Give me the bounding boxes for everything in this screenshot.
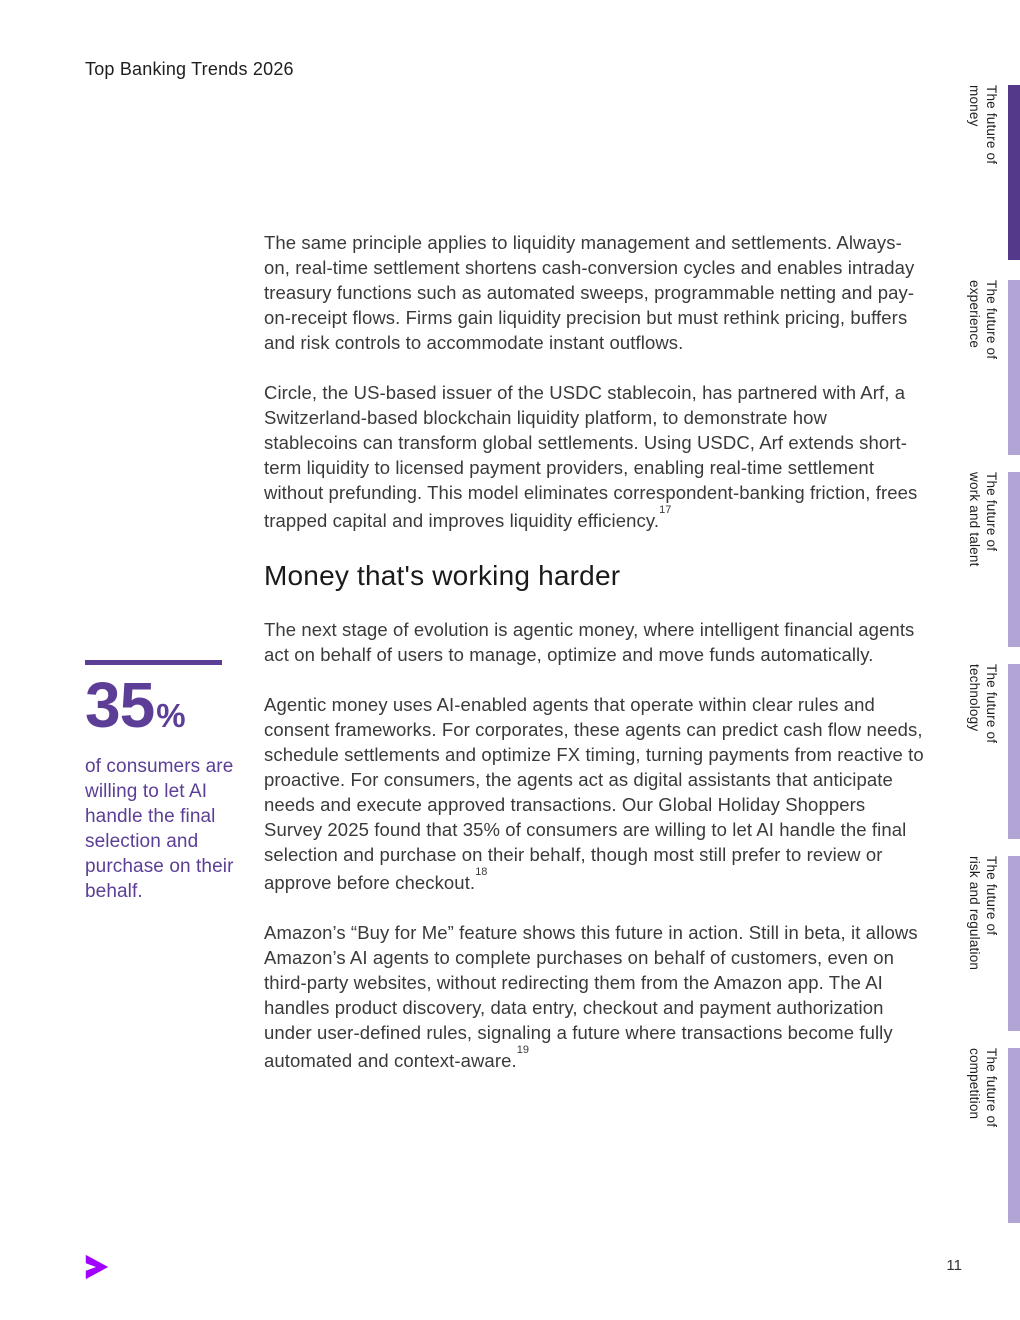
sidebar-tab-technology[interactable] xyxy=(960,664,1020,839)
sidebar-tab-label: The future of work and talent xyxy=(967,472,999,567)
page-number: 11 xyxy=(946,1257,962,1274)
tab-indicator-bar xyxy=(1008,664,1020,839)
stat-number xyxy=(85,669,245,747)
sidebar-tab-risk-and-regulation[interactable] xyxy=(960,856,1020,1031)
paragraph-agentic-detail: Agentic money uses AI-enabled agents that operate within clear rules and consent frameworks. For corporates, these agents can predict cash flow needs, schedule settlements and optimize FX timing, turning payments from reactive to proactive. For consumers, the agents act as digital assistants that anticipate needs and execute approved transactions. Our Global Holiday Shoppers Survey 2025 found that 35% of consumers are willing to let AI handle the final selection and purchase on their behalf, though most still prefer to review or approve before checkout.$^{18}$ xyxy=(264,694,924,894)
sidebar-tab-experience[interactable] xyxy=(960,280,1020,455)
sidebar-tab-work-and-talent[interactable] xyxy=(960,472,1020,647)
stat-value: 35 xyxy=(85,669,155,741)
active-tab-indicator-bar xyxy=(1008,85,1020,260)
footnote-ref-19: 19 xyxy=(516,1044,529,1057)
stat-callout xyxy=(85,660,245,904)
sidebar-tab-label: The future of technology xyxy=(967,664,999,744)
paragraph-agentic-intro: The next stage of evolution is agentic money, where intelligent financial agents act on behalf of users to manage, optimize and move funds automatically. xyxy=(264,619,915,666)
section-heading: Money that's working harder xyxy=(264,560,621,592)
stat-rule-divider xyxy=(85,660,222,665)
sidebar-tab-label: The future of risk and regulation xyxy=(967,856,999,971)
stat-caption: of consumers are willing to let AI handle the final selection and purchase on their behalf. xyxy=(85,756,234,902)
tab-indicator-bar xyxy=(1008,856,1020,1031)
tab-indicator-bar xyxy=(1008,472,1020,647)
sidebar-tab-money[interactable] xyxy=(960,85,1020,260)
sidebar-tab-label: The future of experience xyxy=(967,280,999,360)
stat-unit: % xyxy=(156,697,186,734)
document-title: Top Banking Trends 2026 xyxy=(85,59,294,79)
tab-indicator-bar xyxy=(1008,1048,1020,1223)
sidebar-tab-label: The future of competition xyxy=(967,1048,999,1128)
sidebar-tab-competition[interactable] xyxy=(960,1048,1020,1223)
paragraph-circle-arf: Circle, the US-based issuer of the USDC stablecoin, has partnered with Arf, a Switzerland-based blockchain liquidity platform, to demonstrate how stablecoins can transform global settlements. Using USDC, Arf extends short-term liquidity to licensed payment providers, enabling real-time settlement without prefunding. This model eliminates correspondent-banking friction, frees trapped capital and improves liquidity efficiency.$^{17}$ xyxy=(264,382,918,532)
footnote-ref-17: 17 xyxy=(659,504,672,516)
tab-indicator-bar xyxy=(1008,280,1020,455)
footnote-ref-18: 18 xyxy=(475,866,488,879)
paragraph-amazon: Amazon’s “Buy for Me” feature shows this future in action. Still in beta, it allows Amazon’s AI agents to complete purchases on behalf of customers, even on third-party websites, without redirecting them from the Amazon app. The AI handles product discovery, data entry, checkout and payment authorization under user-defined rules, signaling a future where transactions become fully automated and context-aware.$^{19}$ xyxy=(264,922,918,1072)
body-column xyxy=(264,230,924,1098)
sidebar-tab-label: The future of money xyxy=(967,85,999,165)
paragraph-liquidity: The same principle applies to liquidity management and settlements. Always-on, real-time settlement shortens cash-conversion cycles and enables intraday treasury functions such as automated sweeps, programmable netting and pay-on-receipt flows. Firms gain liquidity precision but must rethink pricing, buffers and risk controls to accommodate instant outflows. xyxy=(264,232,915,353)
accenture-greater-than-icon xyxy=(83,1251,111,1283)
